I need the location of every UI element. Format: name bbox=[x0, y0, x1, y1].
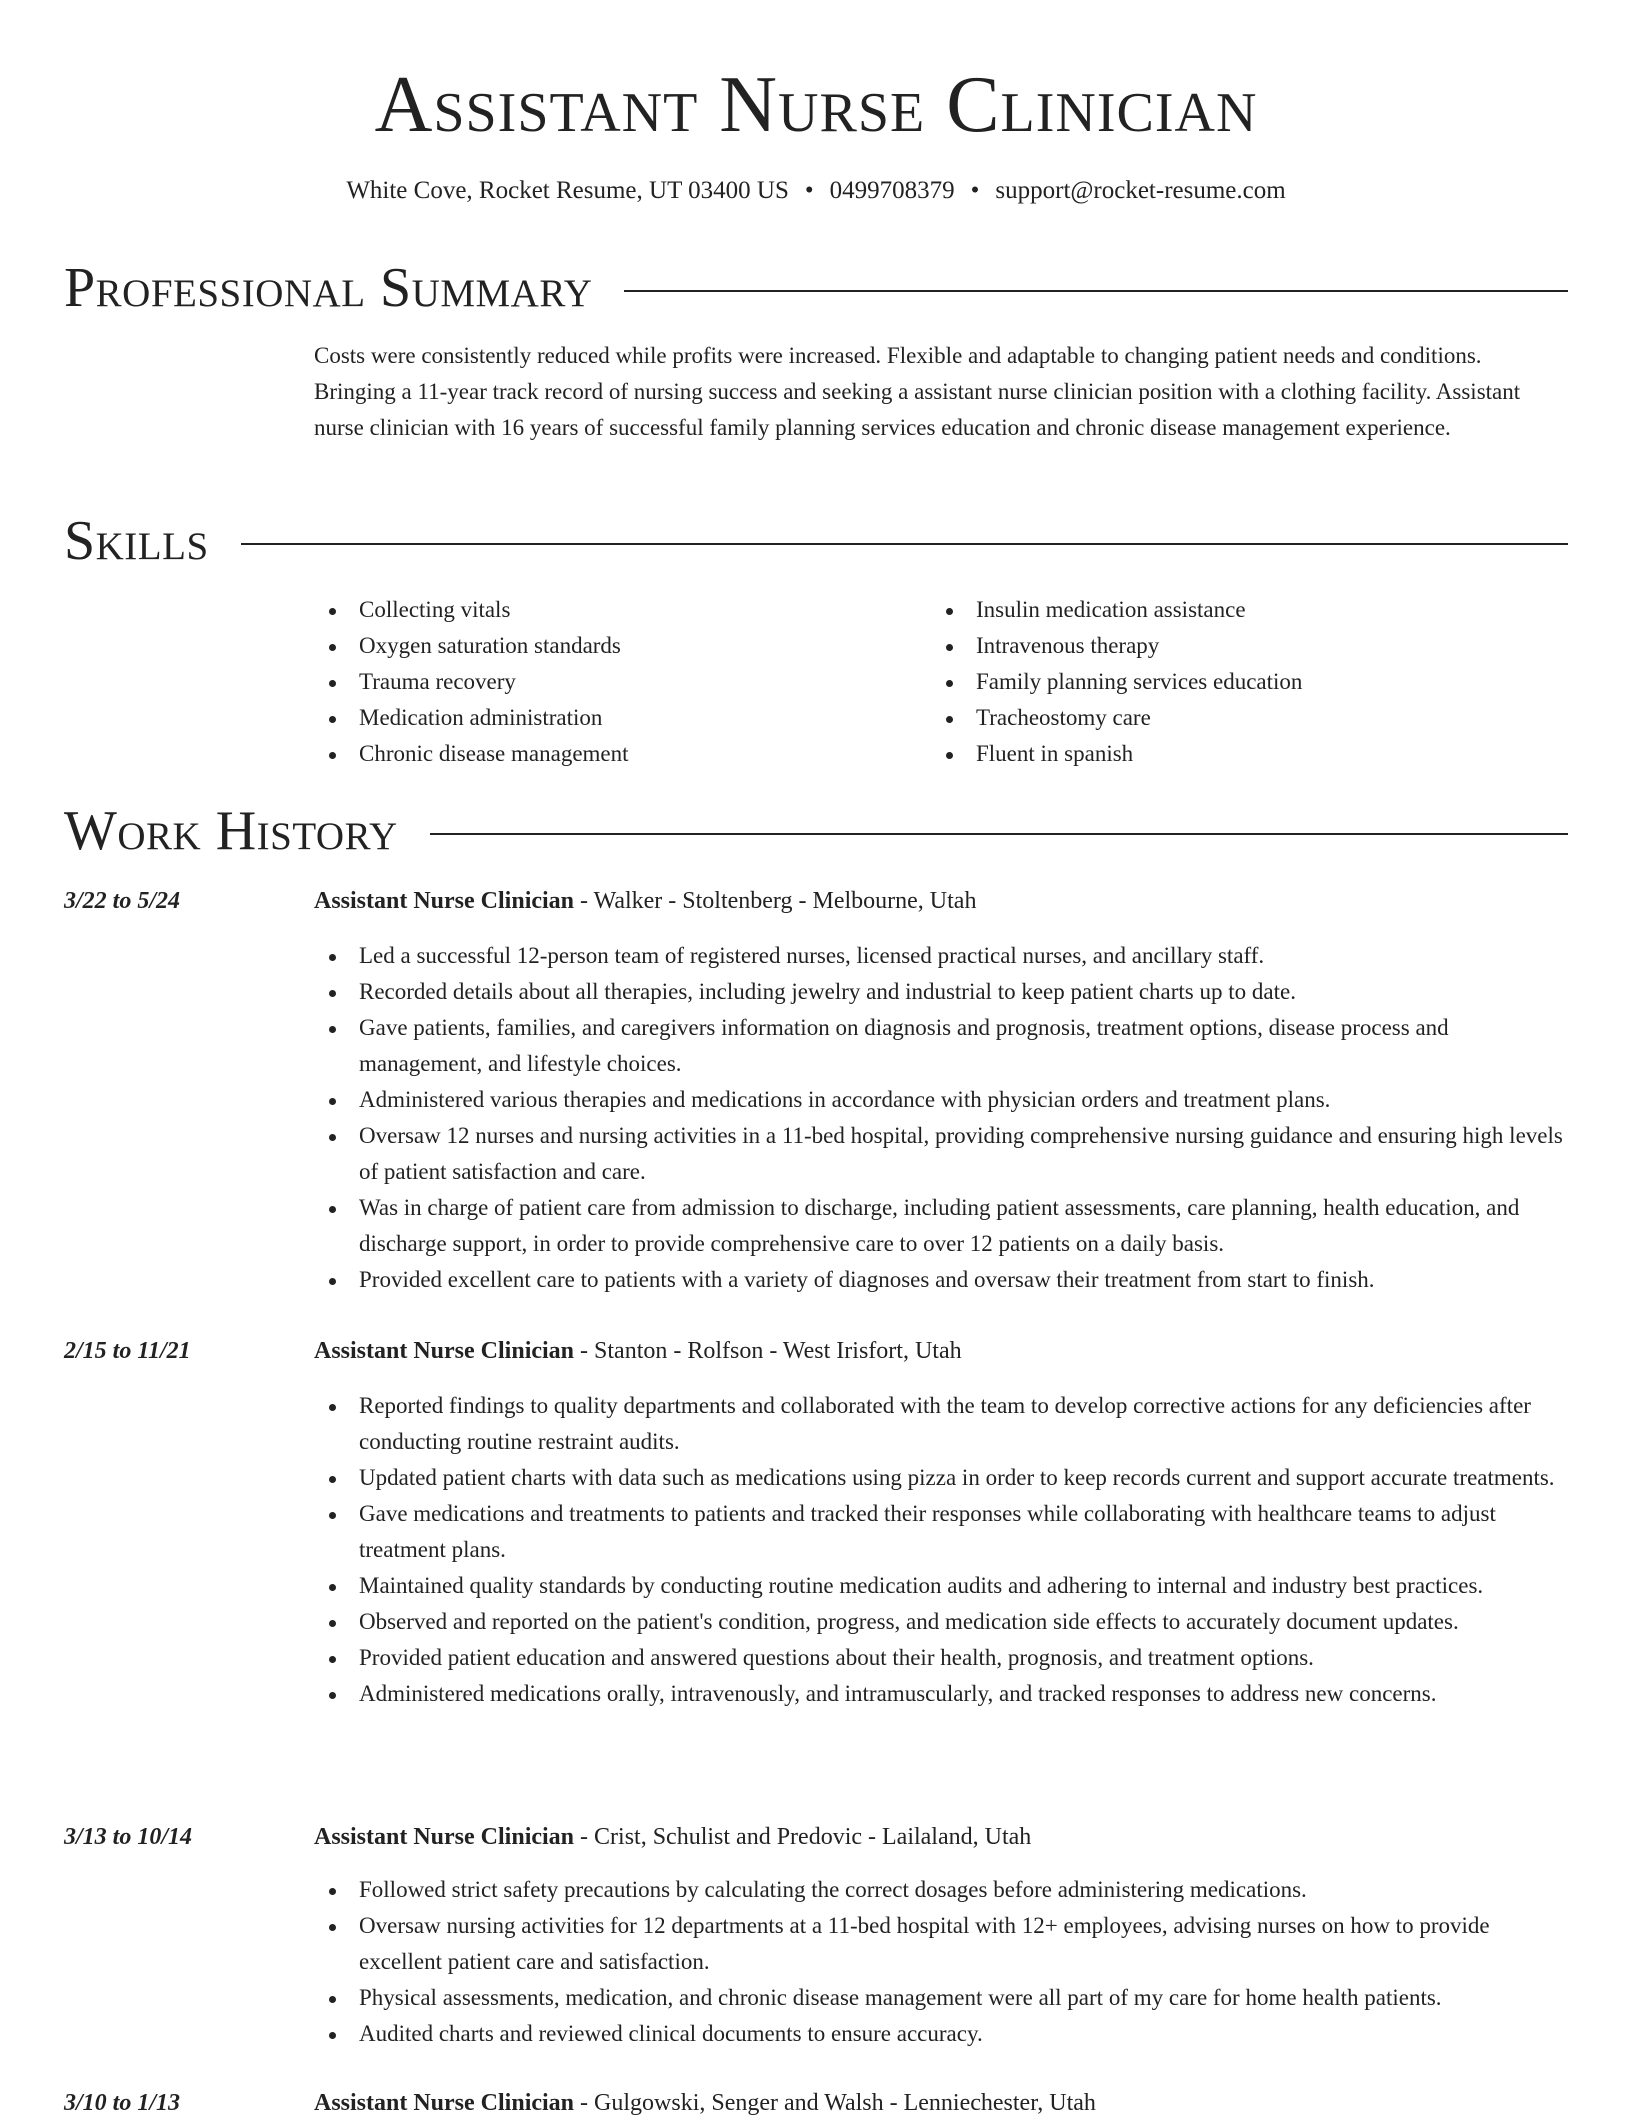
contact-email: support@rocket-resume.com bbox=[995, 177, 1286, 204]
job-header bbox=[314, 883, 976, 919]
skill-item: Collecting vitals bbox=[314, 592, 629, 628]
summary-section-heading bbox=[64, 255, 1568, 321]
job-bullet: Led a successful 12-person team of registered nurses, licensed practical nurses, and ancillary staff. bbox=[314, 938, 1568, 974]
job-bullet: Administered various therapies and medications in accordance with physician orders and treatment plans. bbox=[314, 1082, 1568, 1118]
skills-list-left bbox=[314, 592, 629, 772]
job-bullet: Updated patient charts with data such as medications using pizza in order to keep records current and support accurate treatments. bbox=[314, 1460, 1568, 1496]
summary-title: Professional Summary bbox=[64, 257, 593, 319]
job-bullet: Observed and reported on the patient's condition, progress, and medication side effects to accurately document updates. bbox=[314, 1604, 1568, 1640]
job-bullet: Physical assessments, medication, and chronic disease management were all part of my care for home health patients. bbox=[314, 1980, 1568, 2016]
job-bullet: Reported findings to quality departments and collaborated with the team to develop corrective actions for any deficiencies after conducting routine restraint audits. bbox=[314, 1388, 1568, 1460]
job-title: Assistant Nurse Clinician bbox=[314, 888, 575, 914]
job-bullet: Audited charts and reviewed clinical documents to ensure accuracy. bbox=[314, 2016, 1568, 2052]
job-dates: 3/22 to 5/24 bbox=[64, 888, 181, 914]
job-bullet: Oversaw 12 nurses and nursing activities in a 11-bed hospital, providing comprehensive nursing guidance and ensuring high levels of patient satisfaction and care. bbox=[314, 1118, 1568, 1190]
job-header bbox=[314, 2085, 1096, 2121]
skills-list-right bbox=[931, 592, 1302, 772]
summary-text: Costs were consistently reduced while profits were increased. Flexible and adaptable to changing patient needs and conditions. Bringing a 11-year track record of nursing success and seeking a assistant nurse clinician position with a clothing facility. Assistant nurse clinician with 16 years of successful family planning services education and chronic disease management experience. bbox=[314, 343, 1521, 440]
job-employer: - Stanton - Rolfson - West Irisfort, Utah bbox=[574, 1338, 962, 1364]
skills-section-heading bbox=[64, 508, 1568, 574]
contact-separator: • bbox=[970, 177, 980, 204]
job-bullet: Recorded details about all therapies, including jewelry and industrial to keep patient charts up to date. bbox=[314, 974, 1568, 1010]
skill-item: Fluent in spanish bbox=[931, 736, 1302, 772]
job-dates: 3/10 to 1/13 bbox=[64, 2090, 181, 2116]
job-employer: - Gulgowski, Senger and Walsh - Lenniechester, Utah bbox=[574, 2090, 1096, 2116]
job-bullet-list bbox=[314, 1388, 1568, 1712]
job-header bbox=[314, 1333, 962, 1369]
candidate-name: Assistant Nurse Clinician bbox=[374, 61, 1258, 149]
skills-title: Skills bbox=[64, 510, 209, 572]
job-bullet: Followed strict safety precautions by calculating the correct dosages before administering medications. bbox=[314, 1872, 1568, 1908]
job-title: Assistant Nurse Clinician bbox=[314, 2090, 575, 2116]
contact-separator: • bbox=[804, 177, 814, 204]
skill-item: Chronic disease management bbox=[314, 736, 629, 772]
job-title: Assistant Nurse Clinician bbox=[314, 1824, 575, 1850]
work-title: Work History bbox=[64, 800, 398, 862]
skill-item: Tracheostomy care bbox=[931, 700, 1302, 736]
section-divider bbox=[430, 833, 1568, 835]
job-header bbox=[314, 1819, 1031, 1855]
job-employer: - Crist, Schulist and Predovic - Lailaland, Utah bbox=[574, 1824, 1032, 1850]
job-title: Assistant Nurse Clinician bbox=[314, 1338, 575, 1364]
section-divider bbox=[624, 290, 1568, 292]
skill-item: Oxygen saturation standards bbox=[314, 628, 629, 664]
job-bullet: Was in charge of patient care from admission to discharge, including patient assessments, care planning, health education, and discharge support, in order to provide comprehensive care to over 12 patients on a daily basis. bbox=[314, 1190, 1568, 1262]
skill-item: Trauma recovery bbox=[314, 664, 629, 700]
skill-item: Insulin medication assistance bbox=[931, 592, 1302, 628]
job-bullet-list bbox=[314, 938, 1568, 1298]
job-dates: 2/15 to 11/21 bbox=[64, 1338, 191, 1364]
skill-item: Intravenous therapy bbox=[931, 628, 1302, 664]
job-employer: - Walker - Stoltenberg - Melbourne, Utah bbox=[574, 888, 977, 914]
job-bullet: Gave patients, families, and caregivers information on diagnosis and prognosis, treatment options, disease process and management, and lifestyle choices. bbox=[314, 1010, 1568, 1082]
contact-phone: 0499708379 bbox=[829, 177, 955, 204]
job-bullet: Provided patient education and answered questions about their health, prognosis, and treatment options. bbox=[314, 1640, 1568, 1676]
job-bullet: Oversaw nursing activities for 12 departments at a 11-bed hospital with 12+ employees, advising nurses on how to provide excellent patient care and satisfaction. bbox=[314, 1908, 1568, 1980]
job-dates: 3/13 to 10/14 bbox=[64, 1824, 193, 1850]
skill-item: Medication administration bbox=[314, 700, 629, 736]
job-bullet: Administered medications orally, intravenously, and intramuscularly, and tracked responses to address new concerns. bbox=[314, 1676, 1568, 1712]
job-bullet: Maintained quality standards by conducting routine medication audits and adhering to internal and industry best practices. bbox=[314, 1568, 1568, 1604]
contact-line bbox=[0, 174, 1632, 208]
job-bullet: Gave medications and treatments to patients and tracked their responses while collaborating with healthcare teams to adjust treatment plans. bbox=[314, 1496, 1568, 1568]
job-bullet: Provided excellent care to patients with a variety of diagnoses and oversaw their treatment from start to finish. bbox=[314, 1262, 1568, 1298]
section-divider bbox=[241, 543, 1568, 545]
skill-item: Family planning services education bbox=[931, 664, 1302, 700]
contact-address: White Cove, Rocket Resume, UT 03400 US bbox=[346, 177, 789, 204]
job-bullet-list bbox=[314, 1872, 1568, 2052]
work-section-heading bbox=[64, 798, 1568, 864]
